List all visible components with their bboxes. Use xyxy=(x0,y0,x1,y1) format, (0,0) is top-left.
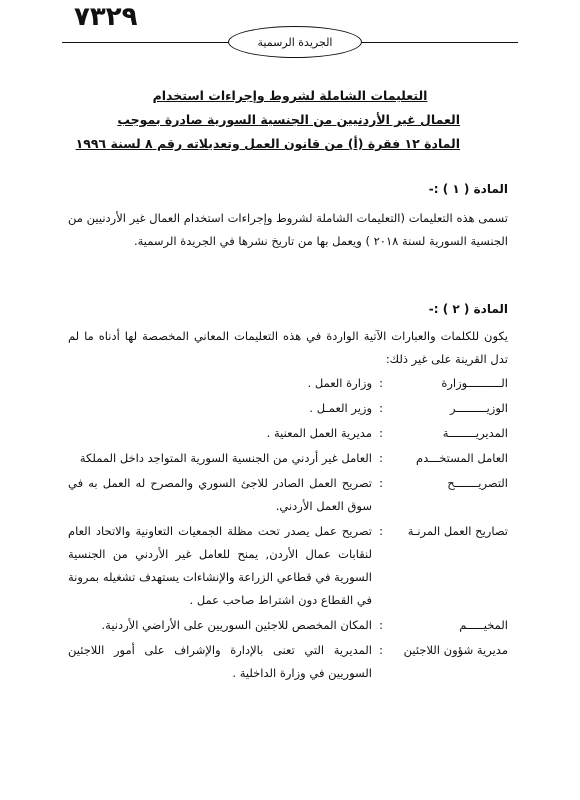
definition-term: الــــــــــوزارة xyxy=(441,376,508,390)
definition-colon: : xyxy=(379,451,383,465)
definition-colon: : xyxy=(379,643,383,657)
article-2-intro: يكون للكلمات والعبارات الآتية الواردة في هذه التعليمات المعاني المخصصة لها أدناه ما لم تدل القرينة على غير ذلك: xyxy=(68,329,508,366)
definition-colon: : xyxy=(379,376,383,390)
title-line-2: العمال غير الأردنيين من الجنسية السورية صادرة بموجب xyxy=(117,112,460,127)
definition-text: وزير العمـل . xyxy=(309,401,372,415)
definition-text: تصريح عمل يصدر تحت مظلة الجمعيات التعاونية والاتحاد العام لنقابات عمال الأردن, يمنح للعامل غير الأردني من الجنسية السورية في قطاعي الزراعة والإنشاءات يستهدف تشغيله بمرونة في القطاع دون اشتراط صاحب عمل . xyxy=(68,524,372,607)
definition-row xyxy=(68,472,508,518)
gazette-label xyxy=(228,26,362,58)
definition-term: تصاريح العمل المرنـة xyxy=(407,524,508,538)
gazette-label-text: الجريدة الرسمية xyxy=(257,35,333,49)
definition-text: وزارة العمل . xyxy=(307,376,372,390)
article-1-text: تسمى هذه التعليمات (التعليمات الشاملة لشروط وإجراءات استخدام العمال غير الأردنيين من الجنسية السورية لسنة ٢٠١٨ ) ويعمل بها من تاريخ نشرها في الجريدة الرسمية. xyxy=(68,211,508,248)
definition-text: تصريح العمل الصادر للاجئ السوري والمصرح له العمل به في سوق العمل الأردني. xyxy=(68,476,372,513)
definition-term: مديرية شؤون اللاجئين xyxy=(403,643,508,657)
definition-text: المديرية التي تعنى بالإدارة والإشراف على أمور اللاجئين السوريين في وزارة الداخلية . xyxy=(68,643,372,680)
definition-colon: : xyxy=(379,618,383,632)
definition-term: المخيـــــم xyxy=(459,618,508,632)
definition-term: المديريــــــــة xyxy=(442,426,508,440)
title-line-3: المادة ١٢ فقرة (أ) من قانون العمل وتعديلاته رقم ٨ لسنة ١٩٩٦ xyxy=(75,136,460,151)
definition-row xyxy=(68,520,508,612)
definition-colon: : xyxy=(379,426,383,440)
definition-text: المكان المخصص للاجئين السوريين على الأراضي الأردنية. xyxy=(101,618,372,632)
title-line-1: التعليمات الشاملة لشروط وإجراءات استخدام xyxy=(152,88,428,103)
article-1-heading: المادة ( ١ ) :- xyxy=(428,182,508,196)
definition-row xyxy=(68,447,508,470)
page-number: ٧٣٢٩ xyxy=(74,2,138,32)
definition-term: العامل المستخـــدم xyxy=(415,451,508,465)
definitions-list xyxy=(68,372,508,687)
definition-row xyxy=(68,422,508,445)
definition-row xyxy=(68,372,508,395)
definition-row xyxy=(68,639,508,685)
definition-row xyxy=(68,397,508,420)
definition-term: الوزيـــــــــر xyxy=(449,401,508,415)
definition-row xyxy=(68,614,508,637)
document-title xyxy=(75,84,460,156)
definition-text: العامل غير أردني من الجنسية السورية المتواجد داخل المملكة xyxy=(79,451,372,465)
definition-colon: : xyxy=(379,476,383,490)
definition-colon: : xyxy=(379,401,383,415)
definition-text: مديرية العمل المعنية . xyxy=(266,426,372,440)
definition-colon: : xyxy=(379,524,383,538)
definition-term: التصريـــــــح xyxy=(447,476,508,490)
article-2-heading: المادة ( ٢ ) :- xyxy=(428,302,508,316)
